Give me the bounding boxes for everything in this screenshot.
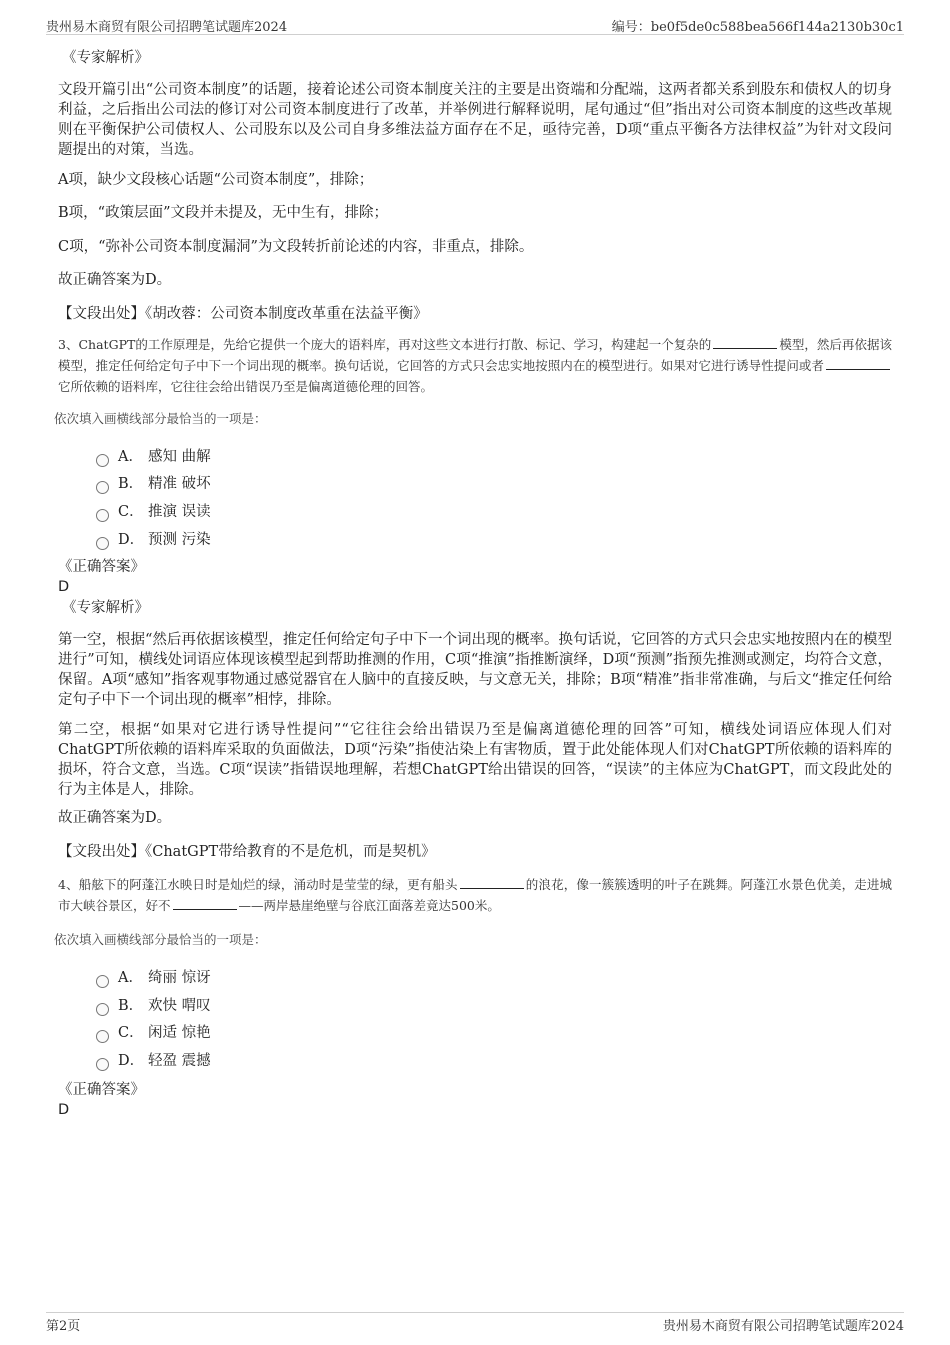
source-citation: 【文段出处】《ChatGPT带给教育的不是危机，而是契机》 [58,844,436,860]
fill-blank [460,876,524,889]
source-citation: 【文段出处】《胡改蓉：公司资本制度改革重在法益平衡》 [58,306,428,322]
analysis-paragraph-1: 第一空，根据“然后再依据该模型，推定任何给定句子中下一个词出现的概率。换句话说，它回答的方式只会忠实地按照内在的模型进行”可知，横线处词语应体现该模型起到帮助推测的作用，C项“推演”指推断演绎，D项“预测”指预先推测或测定，均符合文意，保留。A项“感知”指客观事物通过感觉器官在人脑中的直接反映，与文意无关，排除；B项“精准”指非常准确，与后文“推定任何给定句子中下一个词出现的概率”相悖，排除。 [58,632,892,708]
analysis-option-a: A项，缺少文段核心话题“公司资本制度”，排除； [58,172,374,188]
page-header [46,14,904,35]
radio-button[interactable] [96,481,109,494]
question-stem: 4、船舷下的阿蓬江水映日时是灿烂的绿，涌动时是莹莹的绿，更有船头 的浪花，像一簇簇透明的叶子在跳舞。阿蓬江水景色优美，走进城市大峡谷景区，好不 ——两岸悬崖绝壁与谷底江面落差竟达500米。 [58,877,892,913]
radio-button[interactable] [96,1003,109,1016]
option-d[interactable]: D． 轻盈 震撼 [96,1049,211,1069]
analysis-option-c: C项，“弥补公司资本制度漏洞”为文段转折前论述的内容，非重点，排除。 [58,239,534,255]
header-serial: 编号：be0f5de0c588bea566f144a2130b30c1 [611,20,904,35]
radio-button[interactable] [96,975,109,988]
option-b[interactable]: B． 精准 破坏 [96,472,211,492]
answer-value: D [58,1102,70,1118]
option-d[interactable]: D． 预测 污染 [96,528,211,548]
conclusion: 故正确答案为D。 [58,272,172,288]
analysis-paragraph-2: 第二空，根据“如果对它进行诱导性提问”“它往往会给出错误乃至是偏离道德伦理的回答”可知，横线处词语应体现人们对ChatGPT所依赖的语料库采取的负面做法，D项“污染”指使沾染上有害物质，置于此处能体现人们对ChatGPT所依赖的语料库的损坏，符合文意，当选。C项“误读”指错误地理解，若想ChatGPT给出错误的回答，“误读”的主体应为ChatGPT，而文段此处的行为主体是人，排除。 [58,722,892,798]
analysis-title: 《专家解析》 [62,50,149,66]
option-c[interactable]: C． 闲适 惊艳 [96,1021,211,1041]
footer-company: 贵州易木商贸有限公司招聘笔试题库2024 [662,1319,904,1334]
question-stem: 3、ChatGPT的工作原理是，先给它提供一个庞大的语料库，再对这些文本进行打散、标记、学习，构建起一个复杂的 模型，然后再依据该模型，推定任何给定句子中下一个词出现的概率。换句话说，它回答的方式只会忠实地按照内在的模型进行。如果对它进行诱导性提问或者它所依赖的语料库，它往往会给出错误乃至是偏离道德伦理的回答。 [58,337,892,394]
page-footer [46,1312,904,1334]
radio-button[interactable] [96,1058,109,1071]
answer-value: D [58,579,70,595]
analysis-paragraph: 文段开篇引出“公司资本制度”的话题，接着论述公司资本制度关注的主要是出资端和分配端，这两者都关系到股东和债权人的切身利益，之后指出公司法的修订对公司资本制度进行了改革，并举例进行解释说明，尾句通过“但”指出对公司资本制度的这些改革规则在平衡保护公司债权人、公司股东以及公司自身多维法益方面存在不足，亟待完善，D项“重点平衡各方法律权益”为针对文段问题提出的对策，当选。 [58,82,892,158]
radio-button[interactable] [96,537,109,550]
option-a[interactable]: A． 绮丽 惊讶 [96,966,211,986]
radio-button[interactable] [96,509,109,522]
fill-blank [713,336,777,349]
question-prompt: 依次填入画横线部分最恰当的一项是： [54,932,267,947]
answer-title: 《正确答案》 [58,559,145,575]
fill-blank [826,357,890,370]
radio-button[interactable] [96,1030,109,1043]
question-prompt: 依次填入画横线部分最恰当的一项是： [54,411,267,426]
header-company: 贵州易木商贸有限公司招聘笔试题库2024 [46,20,288,35]
answer-title: 《正确答案》 [58,1082,145,1098]
option-b[interactable]: B． 欢快 喟叹 [96,994,211,1014]
fill-blank [173,897,237,910]
analysis-option-b: B项，“政策层面”文段并未提及，无中生有，排除； [58,205,388,221]
radio-button[interactable] [96,454,109,467]
option-a[interactable]: A． 感知 曲解 [96,445,211,465]
conclusion: 故正确答案为D。 [58,810,172,826]
analysis-title: 《专家解析》 [62,600,149,616]
option-c[interactable]: C． 推演 误读 [96,500,211,520]
page-number: 第2页 [46,1319,81,1334]
